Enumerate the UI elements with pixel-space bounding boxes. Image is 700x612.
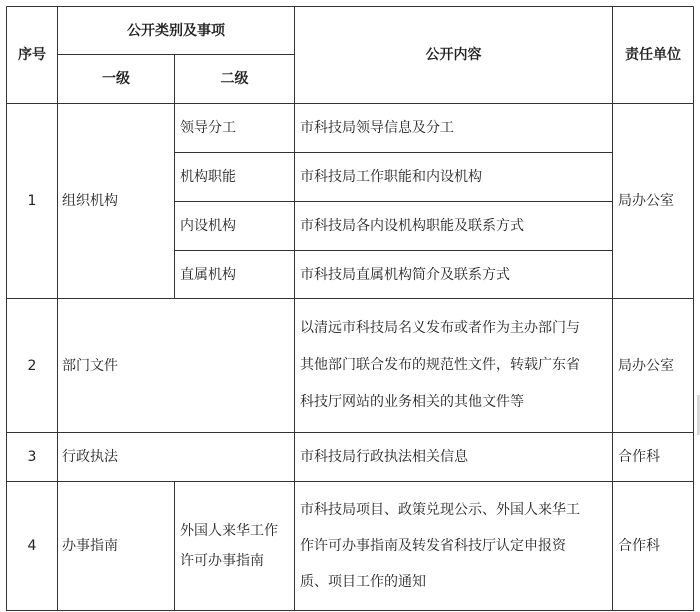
row1-sub4-content: 市科技局直属机构简介及联系方式 [300,266,510,283]
row2-level1: 部门文件 [62,357,118,374]
header-level2: 二级 [220,71,249,87]
row1-level1: 组织机构 [62,193,118,209]
row4-content [300,482,612,610]
row1-sub3-content: 市科技局各内设机构职能及联系方式 [300,218,524,234]
row2-content-line3: 科技厅网站的业务相关的其他文件等 [300,394,524,410]
row2-index: 2 [27,357,37,374]
row4-level2-line1: 外国人来华工作 [180,523,278,539]
header-content: 公开内容 [425,47,482,63]
row4-content-line2: 作许可办事指南及转发省科技厅认定申报资 [300,538,566,554]
row2-content-line2: 其他部门联合发布的规范性文件，转载广东省 [300,357,580,373]
row1-sub1-content: 市科技局领导信息及分工 [300,120,454,136]
row4-level1: 办事指南 [62,538,118,554]
row4-content-line3: 质、项目工作的通知 [300,574,426,590]
row1-sub4-level2: 直属机构 [180,266,236,283]
row4-level2 [180,482,294,610]
row4-index: 4 [27,538,37,554]
header-index: 序号 [18,47,46,63]
row1-sub3-level2: 内设机构 [180,218,236,234]
row3-unit: 合作科 [618,449,660,465]
row2-content-line1: 以清远市科技局名义发布或者作为主办部门与 [300,320,580,336]
row3-level2 [180,433,294,481]
row1-sub2-content: 市科技局工作职能和内设机构 [300,169,482,185]
header-unit: 责任单位 [625,47,681,63]
row2-unit: 局办公室 [618,357,674,374]
row3-level1: 行政执法 [62,449,118,465]
row1-unit: 局办公室 [618,193,674,209]
row3-content: 市科技局行政执法相关信息 [300,449,468,465]
header-category-group: 公开类别及事项 [127,22,225,39]
row1-sub2-level2: 机构职能 [180,169,236,185]
header-level1: 一级 [102,71,130,87]
row4-content-line1: 市科技局项目、政策兑现公示、外国人来华工 [300,502,580,518]
row2-level2 [180,299,294,432]
row2-content [300,299,612,432]
row4-unit: 合作科 [618,538,660,554]
row1-sub1-level2: 领导分工 [180,120,236,136]
row3-index: 3 [27,449,37,465]
row4-level2-line2: 许可办事指南 [180,553,264,569]
row1-index: 1 [27,193,37,209]
